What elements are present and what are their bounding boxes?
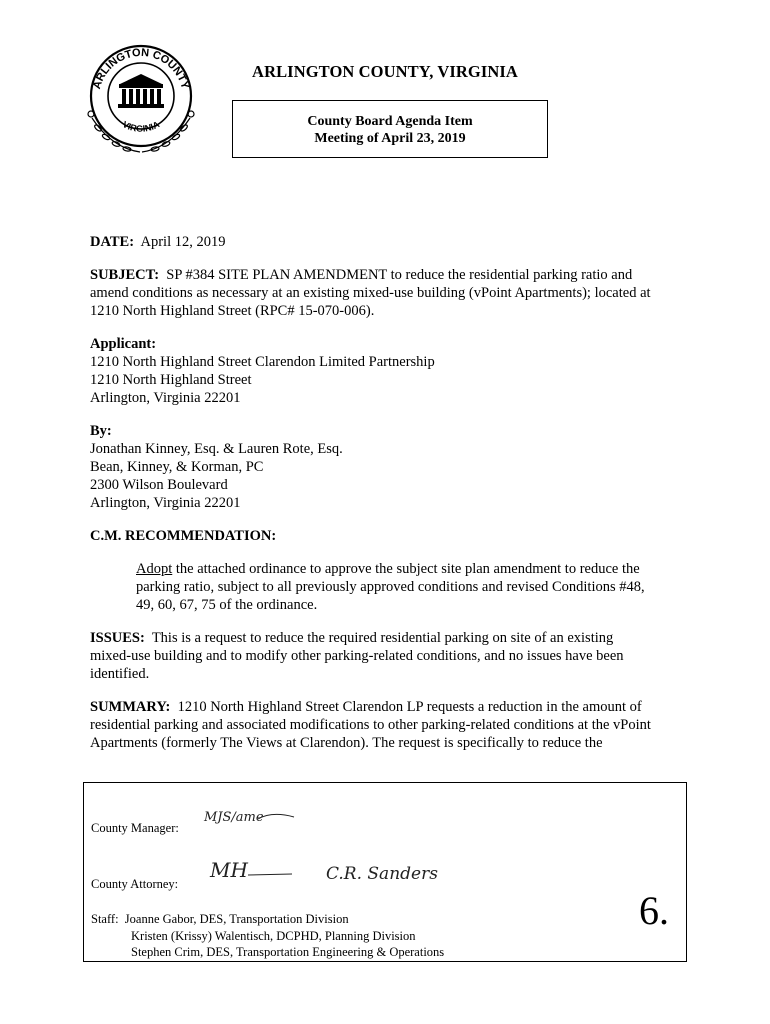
county-seal-logo [82, 40, 200, 160]
county-manager-signature-text: MJS/ame [204, 810, 264, 825]
staff-line: Joanne Gabor, DES, Transportation Division [124, 912, 349, 926]
subject-section [90, 266, 690, 320]
applicant-line: 1210 North Highland Street Clarendon Limited Partnership [90, 354, 435, 370]
county-attorney-label: County Attorney: [91, 877, 179, 891]
summary-line: residential parking and associated modifications to other parking-related conditions at the vPoint [90, 717, 651, 733]
summary-line: 1210 North Highland Street Clarendon LP requests a reduction in the amount of [177, 699, 642, 715]
agenda-item-label: County Board Agenda Item [307, 114, 473, 129]
subject-line: 1210 North Highland Street (RPC# 15-070-006). [90, 303, 375, 319]
signoff-box [83, 782, 687, 962]
date-value: April 12, 2019 [140, 234, 226, 250]
county-attorney-signature-2 [324, 857, 454, 887]
by-label: By: [90, 423, 112, 439]
by-section [90, 422, 690, 512]
subject-label: SUBJECT: [90, 267, 160, 283]
staff-label: Staff: [91, 912, 119, 926]
county-attorney-signature-text: C.R. Sanders [326, 864, 438, 884]
county-manager-signature [202, 805, 298, 827]
recommendation-line: 49, 60, 67, 75 of the ordinance. [136, 597, 318, 613]
staff-line: Kristen (Krissy) Walentisch, DCPHD, Planning Division [131, 928, 416, 943]
date-line [90, 233, 690, 251]
svg-text:ARLINGTON COUNTY: ARLINGTON COUNTY [91, 46, 191, 91]
county-manager-label: County Manager: [91, 821, 179, 835]
issues-line: mixed-use building and to modify other parking-related conditions, and no issues have been [90, 648, 624, 664]
applicant-line: 1210 North Highland Street [90, 372, 252, 388]
recommendation-line: parking ratio, subject to all previously approved conditions and revised Conditions #48, [136, 579, 645, 595]
staff-line: Stephen Crim, DES, Transportation Engineering & Operations [131, 945, 445, 959]
agenda-item-box [232, 100, 548, 158]
recommendation-label: C.M. RECOMMENDATION: [90, 528, 277, 544]
subject-line: SP #384 SITE PLAN AMENDMENT to reduce the residential parking ratio and [166, 267, 633, 283]
summary-line: Apartments (formerly The Views at Clarendon). The request is specifically to reduce the [90, 735, 603, 751]
issues-section [90, 629, 690, 683]
recommendation-heading [90, 527, 690, 545]
applicant-label: Applicant: [90, 336, 157, 352]
issues-label: ISSUES: [90, 630, 145, 646]
staff-list [91, 911, 444, 961]
subject-line: amend conditions as necessary at an existing mixed-use building (vPoint Apartments); located at [90, 285, 651, 301]
memo-body [90, 233, 690, 767]
summary-section [90, 698, 690, 752]
recommendation-line: the attached ordinance to approve the subject site plan amendment to reduce the [172, 561, 640, 577]
by-line: 2300 Wilson Boulevard [90, 477, 228, 493]
applicant-section [90, 335, 690, 407]
date-label: DATE: [90, 234, 135, 250]
county-title: ARLINGTON COUNTY, VIRGINIA [252, 62, 518, 81]
meeting-date-label: Meeting of April 23, 2019 [314, 131, 466, 146]
agenda-item-number: 6. [639, 888, 669, 933]
applicant-line: Arlington, Virginia 22201 [90, 390, 241, 406]
adopt-word: Adopt [136, 561, 173, 577]
issues-line: This is a request to reduce the required residential parking on site of an existing [151, 630, 614, 646]
recommendation-section [90, 560, 690, 614]
svg-text:VIRGINIA: VIRGINIA [120, 119, 162, 134]
summary-label: SUMMARY: [90, 699, 171, 715]
by-line: Jonathan Kinney, Esq. & Lauren Rote, Esq. [90, 441, 343, 457]
by-line: Arlington, Virginia 22201 [90, 495, 241, 511]
county-attorney-signature-text: MH [210, 858, 248, 882]
county-attorney-signature-1 [208, 853, 298, 889]
by-line: Bean, Kinney, & Korman, PC [90, 459, 264, 475]
issues-line: identified. [90, 666, 150, 682]
